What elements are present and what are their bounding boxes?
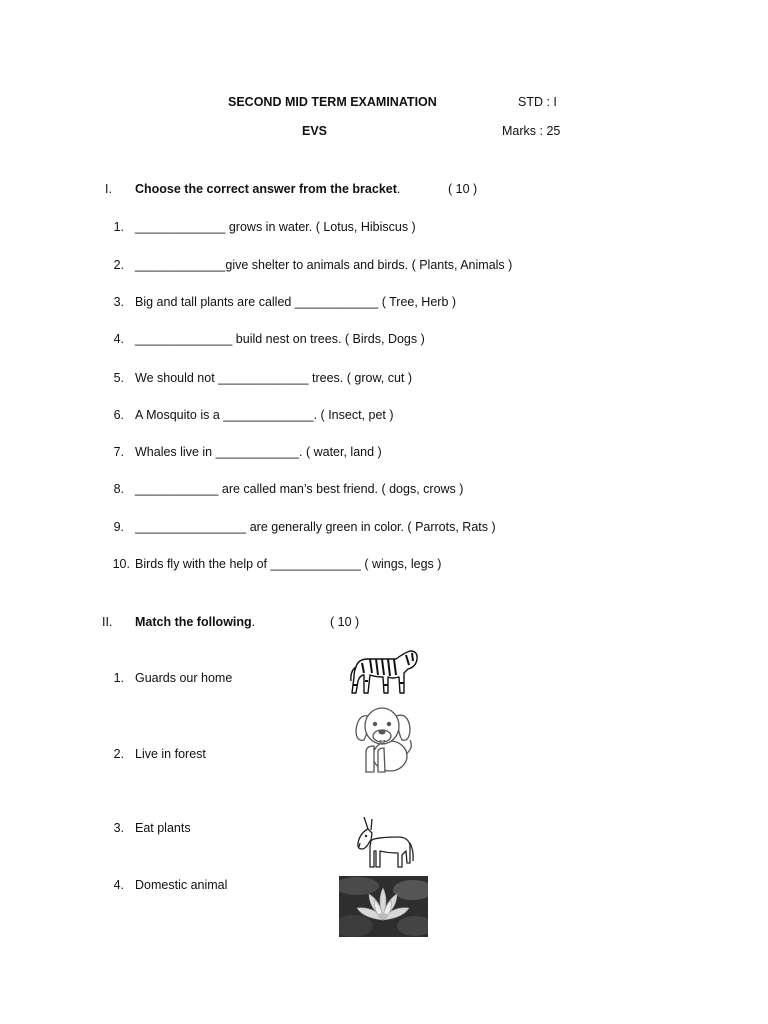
question-number: 7. — [113, 445, 124, 459]
match-text: Eat plants — [135, 821, 191, 835]
section1-heading-tail: . — [396, 182, 401, 196]
question-number: 2. — [113, 258, 124, 272]
question-number: 8. — [113, 482, 124, 496]
question-text: ________________ are generally green in color. ( Parrots, Rats ) — [135, 520, 496, 534]
std-label: STD : I — [518, 95, 557, 109]
donkey-picture — [352, 815, 416, 877]
marks-label: Marks : 25 — [502, 124, 561, 138]
match-number: 4. — [113, 878, 124, 892]
section2-marks: ( 10 ) — [330, 615, 360, 629]
question-text: _____________ grows in water. ( Lotus, Hibiscus ) — [135, 220, 416, 234]
match-text: Live in forest — [135, 747, 206, 761]
dog-picture — [352, 702, 414, 776]
section2-heading-text: Match the following — [135, 615, 252, 629]
section1-marks: ( 10 ) — [448, 182, 478, 196]
question-text: _____________give shelter to animals and birds. ( Plants, Animals ) — [135, 258, 513, 272]
subject-label: EVS — [302, 124, 328, 138]
match-number: 3. — [113, 821, 124, 835]
question-number: 9. — [113, 520, 124, 534]
question-text: Birds fly with the help of _____________ ( wings, legs ) — [135, 557, 442, 571]
question-number: 5. — [113, 371, 124, 385]
tiger-picture — [348, 645, 420, 701]
section2-numeral: II. — [102, 615, 113, 629]
question-number: 10. — [112, 557, 130, 571]
question-text: ______________ build nest on trees. ( Birds, Dogs ) — [135, 332, 425, 346]
question-number: 3. — [113, 295, 124, 309]
question-text: Whales live in ____________. ( water, land ) — [135, 445, 382, 459]
section2-heading — [135, 615, 255, 629]
question-text: We should not _____________ trees. ( grow, cut ) — [135, 371, 413, 385]
section1-numeral: I. — [105, 182, 112, 196]
match-text: Guards our home — [135, 671, 233, 685]
section1-heading — [135, 182, 400, 196]
question-number: 4. — [113, 332, 124, 346]
question-number: 1. — [113, 220, 124, 234]
lotus-picture — [339, 876, 428, 937]
question-number: 6. — [113, 408, 124, 422]
section2-heading-tail: . — [251, 615, 256, 629]
exam-title: SECOND MID TERM EXAMINATION — [228, 95, 437, 109]
question-text: Big and tall plants are called ____________ ( Tree, Herb ) — [135, 295, 457, 309]
match-text: Domestic animal — [135, 878, 228, 892]
match-number: 1. — [113, 671, 124, 685]
match-number: 2. — [113, 747, 124, 761]
question-text: ____________ are called man’s best friend. ( dogs, crows ) — [135, 482, 464, 496]
section1-heading-text: Choose the correct answer from the bracket — [135, 182, 397, 196]
question-text: A Mosquito is a _____________. ( Insect, pet ) — [135, 408, 394, 422]
